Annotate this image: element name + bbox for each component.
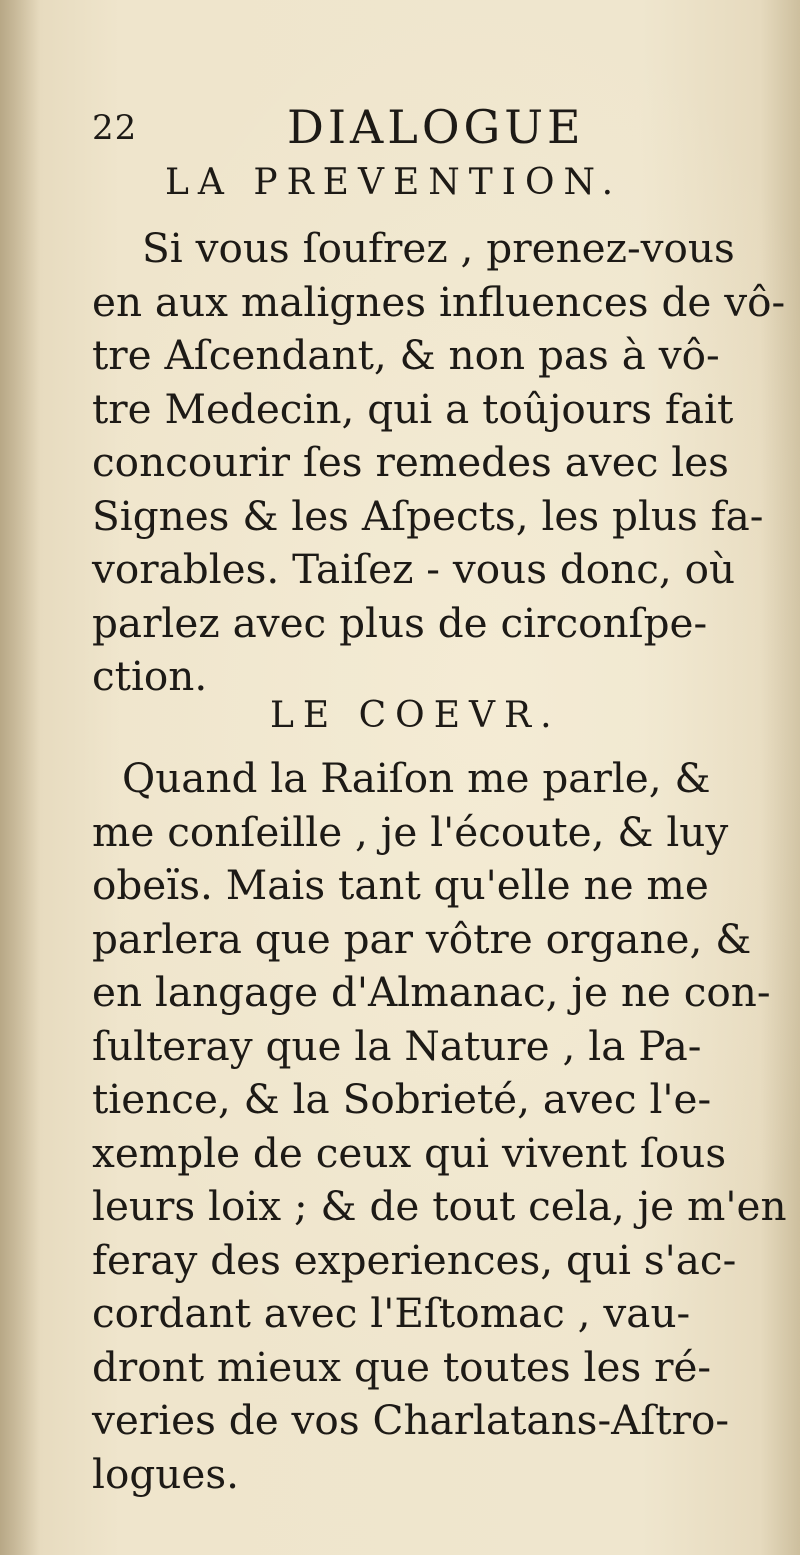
text-line: tre Aſcendant, & non pas à vô- xyxy=(92,331,720,379)
running-head xyxy=(92,100,692,160)
text-line: dront mieux que toutes les ré- xyxy=(92,1342,712,1391)
text-line: tre Medecin, qui a toûjours fait xyxy=(92,384,734,433)
text-line: tience, & la Sobrieté, avec l'e- xyxy=(92,1075,712,1123)
page-title: DIALOGUE xyxy=(287,100,585,154)
gutter-shadow xyxy=(0,0,40,1555)
speaker-heading: LE COEVR. xyxy=(270,695,561,736)
text-line: me conſeille , je l'écoute, & luy xyxy=(92,807,729,856)
text-line: logues. xyxy=(92,1449,239,1498)
page-number: 22 xyxy=(92,108,138,148)
text-line: Si vous ſoufrez , prenez-vous xyxy=(142,224,735,272)
text-line: veries de vos Charlatans-Aſtro- xyxy=(92,1396,730,1444)
text-line: parlez avec plus de circonſpe- xyxy=(92,598,708,647)
text-line: feray des experiences, qui s'ac- xyxy=(92,1235,737,1284)
text-line: en aux malignes influences de vô- xyxy=(92,277,786,326)
dialogue-paragraph xyxy=(92,222,786,704)
text-line: ſulteray que la Nature , la Pa- xyxy=(92,1021,702,1070)
text-line: Quand la Raiſon me parle, & xyxy=(122,754,711,802)
text-line: leurs loix ; & de tout cela, je m'en xyxy=(92,1182,787,1230)
text-line: vorables. Taiſez - vous donc, où xyxy=(92,545,736,593)
dialogue-paragraph xyxy=(92,752,787,1501)
text-line: cordant avec l'Eſtomac , vau- xyxy=(92,1289,691,1337)
text-line: Signes & les Aſpects, les plus fa- xyxy=(92,491,764,540)
text-line: xemple de ceux qui vivent ſous xyxy=(92,1128,727,1177)
text-line: en langage d'Almanac, je ne con- xyxy=(92,968,771,1016)
text-line: obeïs. Mais tant qu'elle ne me xyxy=(92,861,709,909)
text-line: parlera que par vôtre organe, & xyxy=(92,914,752,963)
speaker-heading: LA PREVENTION. xyxy=(165,162,623,203)
text-line: concourir ſes remedes avec les xyxy=(92,438,729,486)
text-line: ction. xyxy=(92,652,208,700)
